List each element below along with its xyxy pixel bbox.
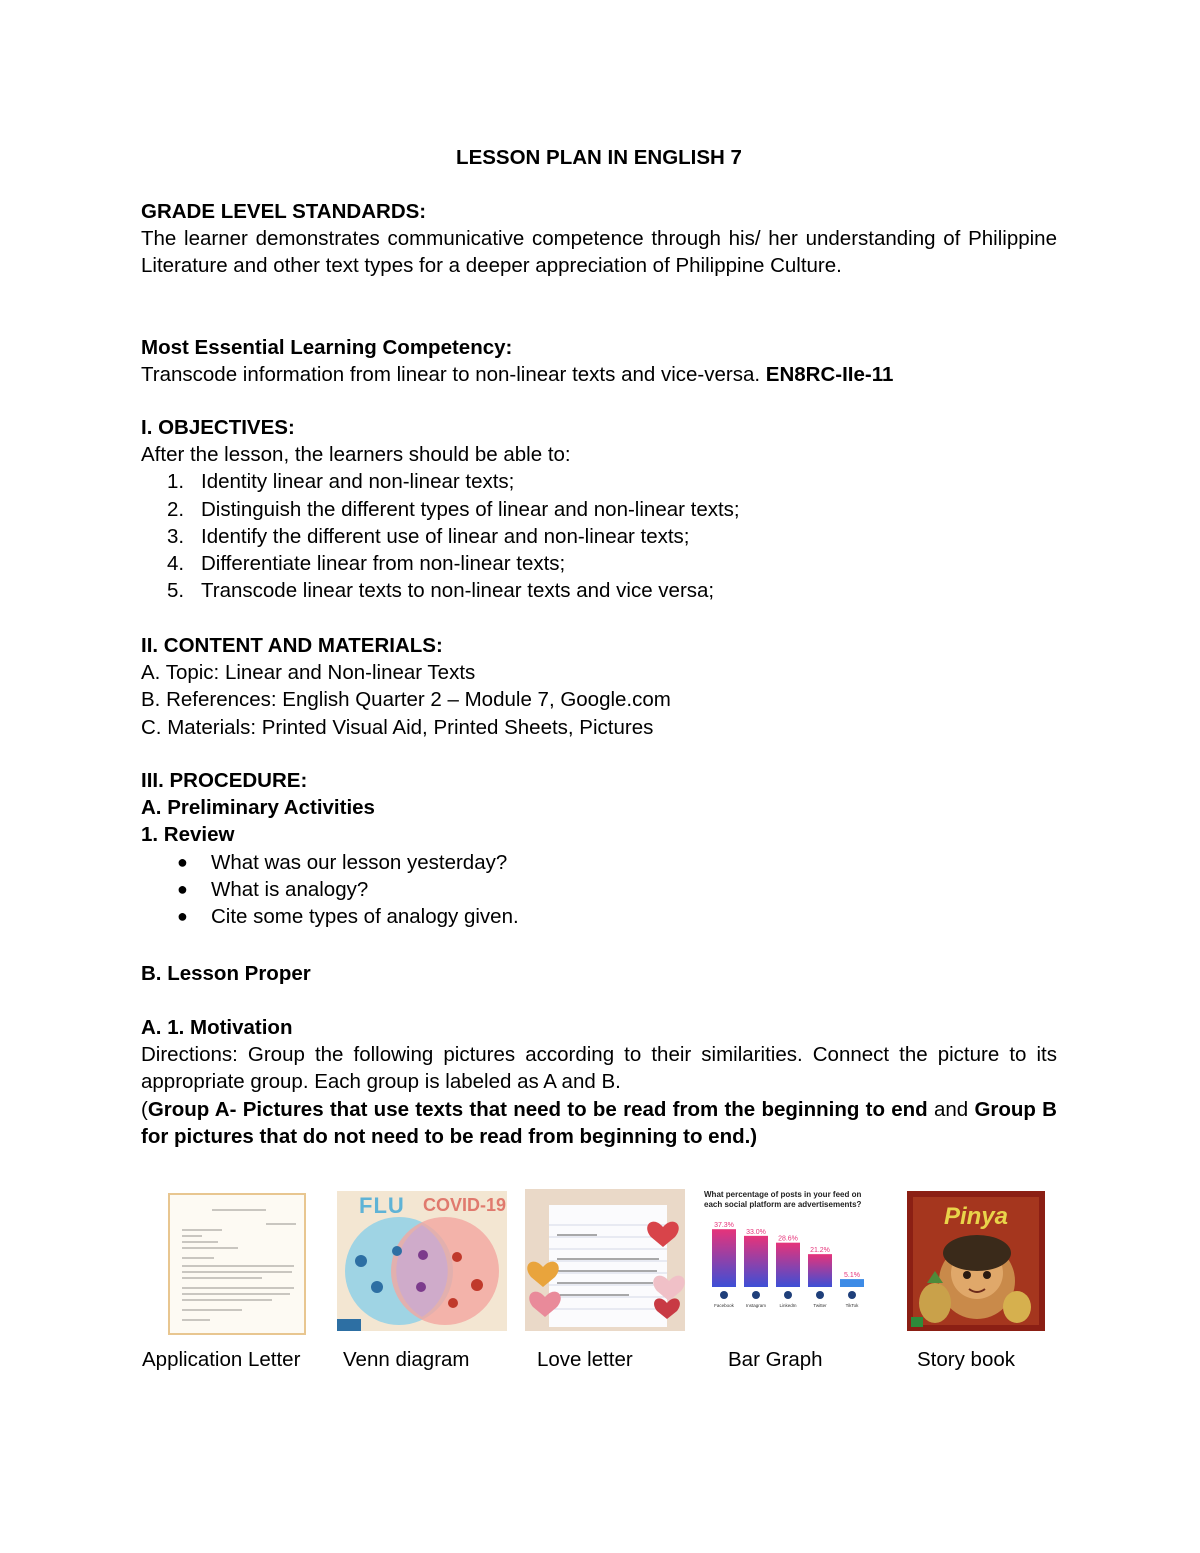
procedure-section	[141, 767, 1057, 930]
bar-category-label: Instagram	[745, 1303, 767, 1308]
list-item	[141, 523, 1057, 550]
list-item	[141, 468, 1057, 495]
bullet-icon: ●	[177, 851, 188, 872]
caption-bar-graph: Bar Graph	[728, 1348, 823, 1371]
bar-graph-title: What percentage of posts in your feed on each social platform are advertisements?	[704, 1190, 862, 1209]
page-title: LESSON PLAN IN ENGLISH 7	[456, 146, 742, 169]
list-item	[141, 496, 1057, 523]
bar-value-label: 28.6%	[778, 1235, 798, 1243]
group-b-text: Group B for pictures that do not need to be read from beginning to end.)	[141, 1097, 1057, 1148]
heart-icon	[525, 1189, 685, 1331]
bar-category-label: Twitter	[813, 1303, 827, 1308]
bar-1	[712, 1229, 736, 1287]
motivation-heading: A. 1. Motivation	[141, 1016, 293, 1039]
objectives-intro: After the lesson, the learners should be able to:	[141, 443, 571, 467]
bar-value-label: 37.3%	[714, 1222, 734, 1230]
objectives-list	[141, 468, 1057, 604]
venn-diagram-image	[337, 1191, 507, 1331]
book-title: Pinya	[943, 1203, 1009, 1230]
caption-love-letter: Love letter	[537, 1348, 633, 1371]
content-section	[141, 632, 1057, 741]
content-references: B. References: English Quarter 2 – Module 7, Google.com	[141, 688, 671, 712]
venn-left-label: FLU	[359, 1193, 405, 1218]
caption-story-book: Story book	[917, 1348, 1015, 1371]
grade-level-standards-section	[141, 198, 1057, 280]
lesson-proper-heading: B. Lesson Proper	[141, 962, 311, 985]
bar-graph-image	[700, 1187, 870, 1325]
bar-category-label: LinkedIn	[779, 1303, 797, 1308]
competency-section	[141, 334, 1057, 388]
group-a-text: Group A- Pictures that use texts that need to be read from the beginning to end	[147, 1097, 928, 1121]
list-item-text: What was our lesson yesterday?	[211, 850, 508, 874]
bar-value-label: 5.1%	[844, 1272, 860, 1280]
bar-value-label: 33.0%	[746, 1228, 766, 1236]
list-item-text: Differentiate linear from non-linear texts;	[201, 552, 566, 576]
list-number: 5.	[167, 579, 185, 603]
bar-4	[808, 1254, 832, 1287]
list-item	[141, 577, 1057, 604]
list-item	[141, 903, 1057, 930]
review-list	[141, 849, 1057, 931]
list-number: 2.	[167, 497, 185, 521]
list-item-text: Distinguish the different types of linear and non-linear texts;	[201, 497, 740, 521]
bar-category-label: TikTok	[845, 1303, 859, 1308]
love-letter-image	[525, 1189, 685, 1331]
bar-category-label: Facebook	[714, 1303, 734, 1308]
and-text: and	[933, 1097, 969, 1121]
bar-value-label: 21.2%	[810, 1247, 830, 1255]
preliminary-heading: A. Preliminary Activities	[141, 796, 375, 820]
list-item	[141, 876, 1057, 903]
caption-application-letter: Application Letter	[142, 1348, 301, 1371]
list-number: 4.	[167, 552, 185, 576]
platform-icon	[848, 1291, 856, 1299]
application-letter-image	[168, 1193, 306, 1335]
platform-icon	[752, 1291, 760, 1299]
bar-3	[776, 1243, 800, 1287]
competency-line	[141, 361, 1057, 388]
objectives-heading: I. OBJECTIVES:	[141, 416, 295, 439]
procedure-heading: III. PROCEDURE:	[141, 769, 308, 792]
competency-text: Transcode information from linear to non-linear texts and vice-versa.	[141, 363, 761, 387]
bullet-icon: ●	[177, 878, 188, 899]
list-item-text: Cite some types of analogy given.	[211, 905, 519, 929]
directions-text: Directions: Group the following pictures according to their similarities. Connect the picture to its appropriate group. Each group is labeled as A and B.	[141, 1043, 1057, 1094]
bar-2	[744, 1236, 768, 1287]
content-topic: A. Topic: Linear and Non-linear Texts	[141, 661, 476, 685]
bar-graph-chart	[700, 1187, 870, 1325]
motivation-section	[141, 1014, 1057, 1150]
list-item-text: Identify the different use of linear and non-linear texts;	[201, 524, 690, 548]
competency-heading: Most Essential Learning Competency:	[141, 336, 513, 359]
venn-right-label: COVID-19	[423, 1195, 507, 1215]
open-paren: (	[141, 1097, 148, 1121]
bar-5	[840, 1279, 864, 1287]
review-heading: 1. Review	[141, 823, 235, 847]
competency-code: EN8RC-IIe-11	[765, 363, 894, 387]
platform-icon	[784, 1291, 792, 1299]
standards-text: The learner demonstrates communicative competence through his/ her understanding of Philippine Literature and other text types for a deeper appreciation of Philippine Culture.	[141, 227, 1057, 278]
content-heading: II. CONTENT AND MATERIALS:	[141, 634, 443, 657]
lesson-proper-section	[141, 960, 1057, 987]
caption-venn-diagram: Venn diagram	[343, 1348, 470, 1371]
platform-icon	[720, 1291, 728, 1299]
platform-icon	[816, 1291, 824, 1299]
list-number: 3.	[167, 524, 185, 548]
list-number: 1.	[167, 470, 185, 494]
list-item	[141, 550, 1057, 577]
bullet-icon: ●	[177, 906, 188, 927]
list-item	[141, 849, 1057, 876]
standards-heading: GRADE LEVEL STANDARDS:	[141, 200, 427, 223]
list-item-text: Transcode linear texts to non-linear texts and vice versa;	[201, 579, 715, 603]
list-item-text: Identity linear and non-linear texts;	[201, 470, 515, 494]
group-description	[141, 1096, 1057, 1150]
objectives-section	[141, 414, 1057, 604]
content-materials: C. Materials: Printed Visual Aid, Printed Sheets, Pictures	[141, 715, 654, 739]
list-item-text: What is analogy?	[211, 877, 369, 901]
story-book-image	[907, 1191, 1045, 1331]
